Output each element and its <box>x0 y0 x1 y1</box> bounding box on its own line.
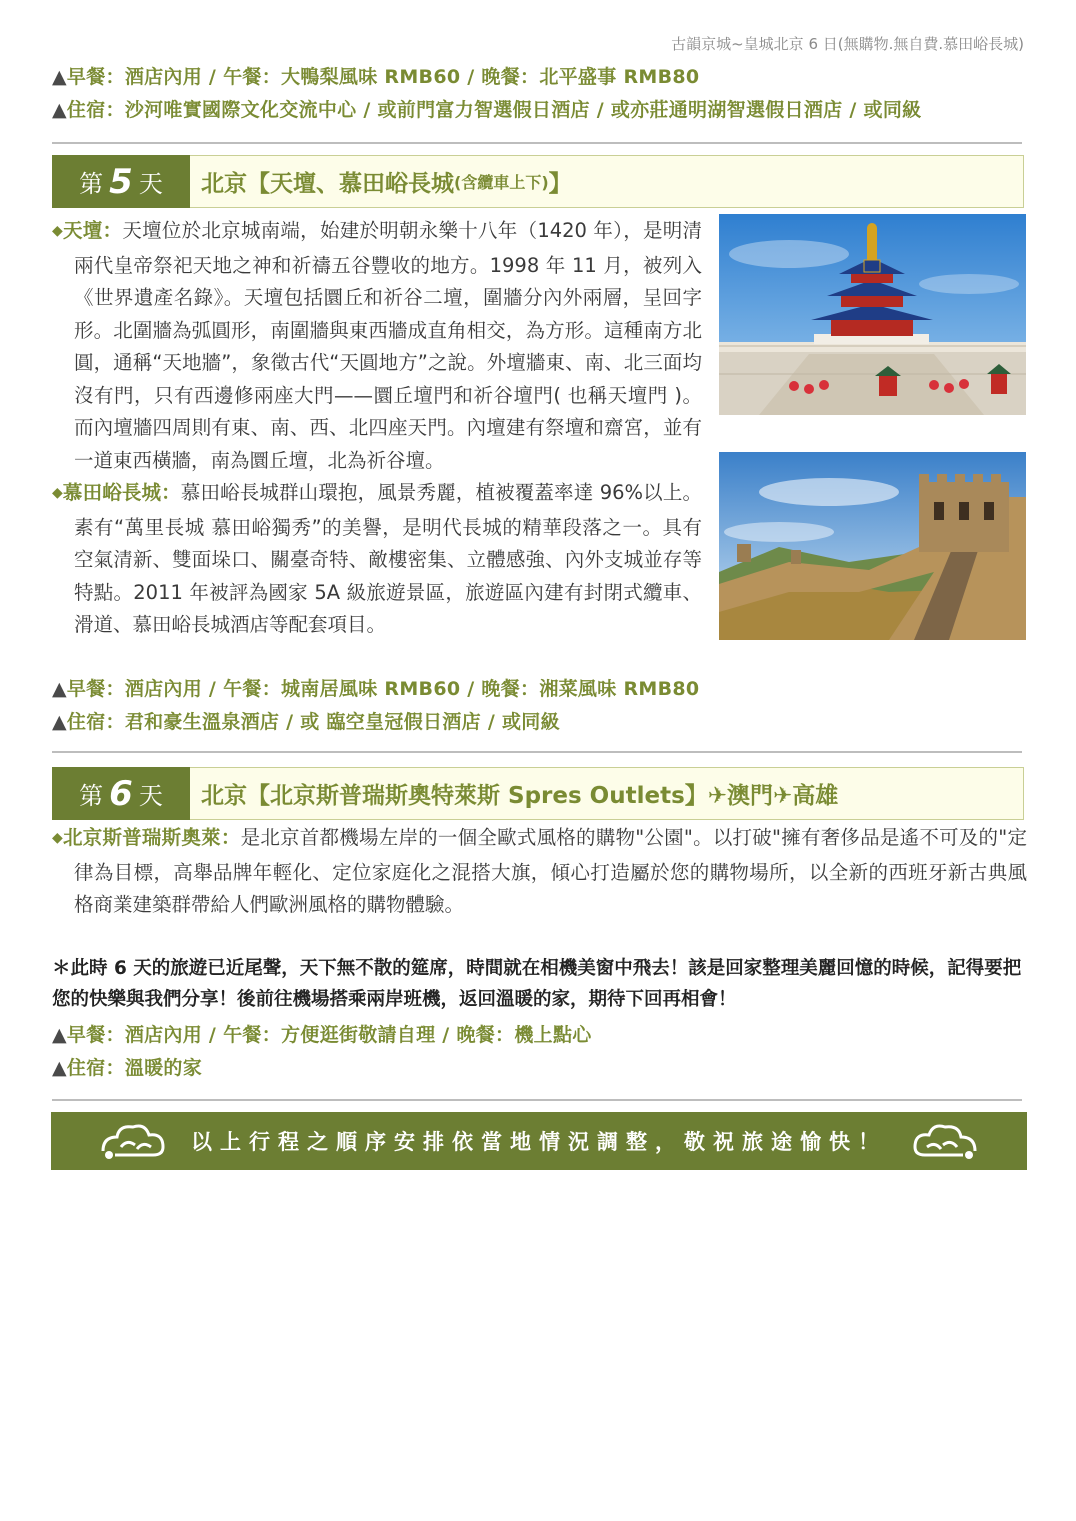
day5-header <box>52 155 1024 208</box>
day4-lodging: ▲住宿：沙河唯實國際文化交流中心 / 或前門富力智選假日酒店 / 或亦莊通明湖智選假日酒店 / 或同級 <box>52 99 922 121</box>
day6-lodging: ▲住宿：溫暖的家 <box>52 1057 203 1079</box>
site-mutianyu: ◆慕田峪長城：慕田峪長城群山環抱，風景秀麗，植被覆蓋率達 96%以上。素有“萬里長城 慕田峪獨秀”的美譽，是明代長城的精華段落之一。具有空氣清新、雙面垛口、關臺奇特、敵樓密集、立體感強、內外支城並存等特點。2011 年被評為國家 5A 級旅遊景區，旅遊區內建有封閉式纜車、滑道、慕田峪長城酒店等配套項目。 <box>52 481 702 636</box>
diamond-bullet-icon: ◆ <box>52 830 63 846</box>
day6-title: 北京【北京斯普瑞斯奧特萊斯 Spres Outlets】✈澳門✈高雄 <box>201 783 839 809</box>
footer-text: 以上行程之順序安排依當地情況調整，敬祝旅途愉快！ <box>191 1130 887 1154</box>
route-title: 古韻京城~皇城北京 6 日(無購物.無自費.慕田峪長城) <box>671 35 1024 53</box>
triangle-bullet-icon: ▲ <box>52 1024 67 1046</box>
day5-tab: 第 5 天 <box>52 155 190 208</box>
day5-lodging: ▲住宿：君和豪生溫泉酒店 / 或 臨空皇冠假日酒店 / 或同級 <box>52 711 560 733</box>
triangle-bullet-icon: ▲ <box>52 678 67 700</box>
day5-title: 北京【天壇、慕田峪長城 (含纜車上下) 】 <box>201 171 572 197</box>
triangle-bullet-icon: ▲ <box>52 66 67 88</box>
great-wall-photo <box>719 452 1026 640</box>
day6-tab: 第 6 天 <box>52 767 190 820</box>
divider <box>52 1099 1022 1101</box>
site-spres-outlets: ◆北京斯普瑞斯奧萊：是北京首都機場左岸的一個全歐式風格的購物"公園"。以打破"擁有奢侈品是遙不可及的"定律為目標，高舉品牌年輕化、定位家庭化之混搭大旗，傾心打造屬於您的購物場所，以全新的西班牙新古典風格商業建築群帶給人們歐洲風格的購物體驗。 <box>52 826 1027 916</box>
footer-banner <box>51 1112 1027 1170</box>
day4-meals: ▲早餐：酒店內用 / 午餐：大鴨梨風味 RMB60 / 晚餐：北平盛事 RMB80 <box>52 66 700 88</box>
cloud-ornament-icon <box>901 1119 981 1163</box>
day5-meals: ▲早餐：酒店內用 / 午餐：城南居風味 RMB60 / 晚餐：湘菜風味 RMB80 <box>52 678 700 700</box>
diamond-bullet-icon: ◆ <box>52 485 63 501</box>
triangle-bullet-icon: ▲ <box>52 711 67 733</box>
diamond-bullet-icon: ◆ <box>52 223 64 239</box>
divider <box>52 142 1022 144</box>
closing-note: ＊此時 6 天的旅遊已近尾聲，天下無不散的筵席，時間就在相機美窗中飛去！該是回家整理美麗回憶的時候，記得要把您的快樂與我們分享！後前往機場搭乘兩岸班機，返回溫暖的家，期待下回再相會！ <box>52 958 1022 1010</box>
day5-description <box>52 215 702 642</box>
day6-description <box>52 822 1027 922</box>
triangle-bullet-icon: ▲ <box>52 1057 67 1079</box>
triangle-bullet-icon: ▲ <box>52 99 67 121</box>
cloud-ornament-icon <box>97 1119 177 1163</box>
divider <box>52 751 1022 753</box>
day6-meals: ▲早餐：酒店內用 / 午餐：方便逛街敬請自理 / 晚餐：機上點心 <box>52 1024 592 1046</box>
temple-of-heaven-photo <box>719 214 1026 415</box>
day6-header <box>52 767 1024 820</box>
site-temple-of-heaven: ◆天壇：天壇位於北京城南端，始建於明朝永樂十八年（1420 年），是明清兩代皇帝祭祀天地之神和祈禱五谷豐收的地方。1998 年 11 月，被列入《世界遺產名錄》。天壇包括圜丘和祈谷二壇，圍牆分內外兩層，呈回字形。北圍牆為弧圓形，南圍牆與東西牆成直角相交，為方形。這種南方北圓，通稱“天地牆”，象徵古代“天圓地方”之說。外壇牆東、南、北三面均沒有門，只有西邊修兩座大門——圜丘壇門和祈谷壇門( 也稱天壇門 )。而內壇牆四周則有東、南、西、北四座天門。內壇建有祭壇和齋宮，並有一道東西橫牆，南為圜丘壇，北為祈谷壇。 <box>52 219 702 472</box>
